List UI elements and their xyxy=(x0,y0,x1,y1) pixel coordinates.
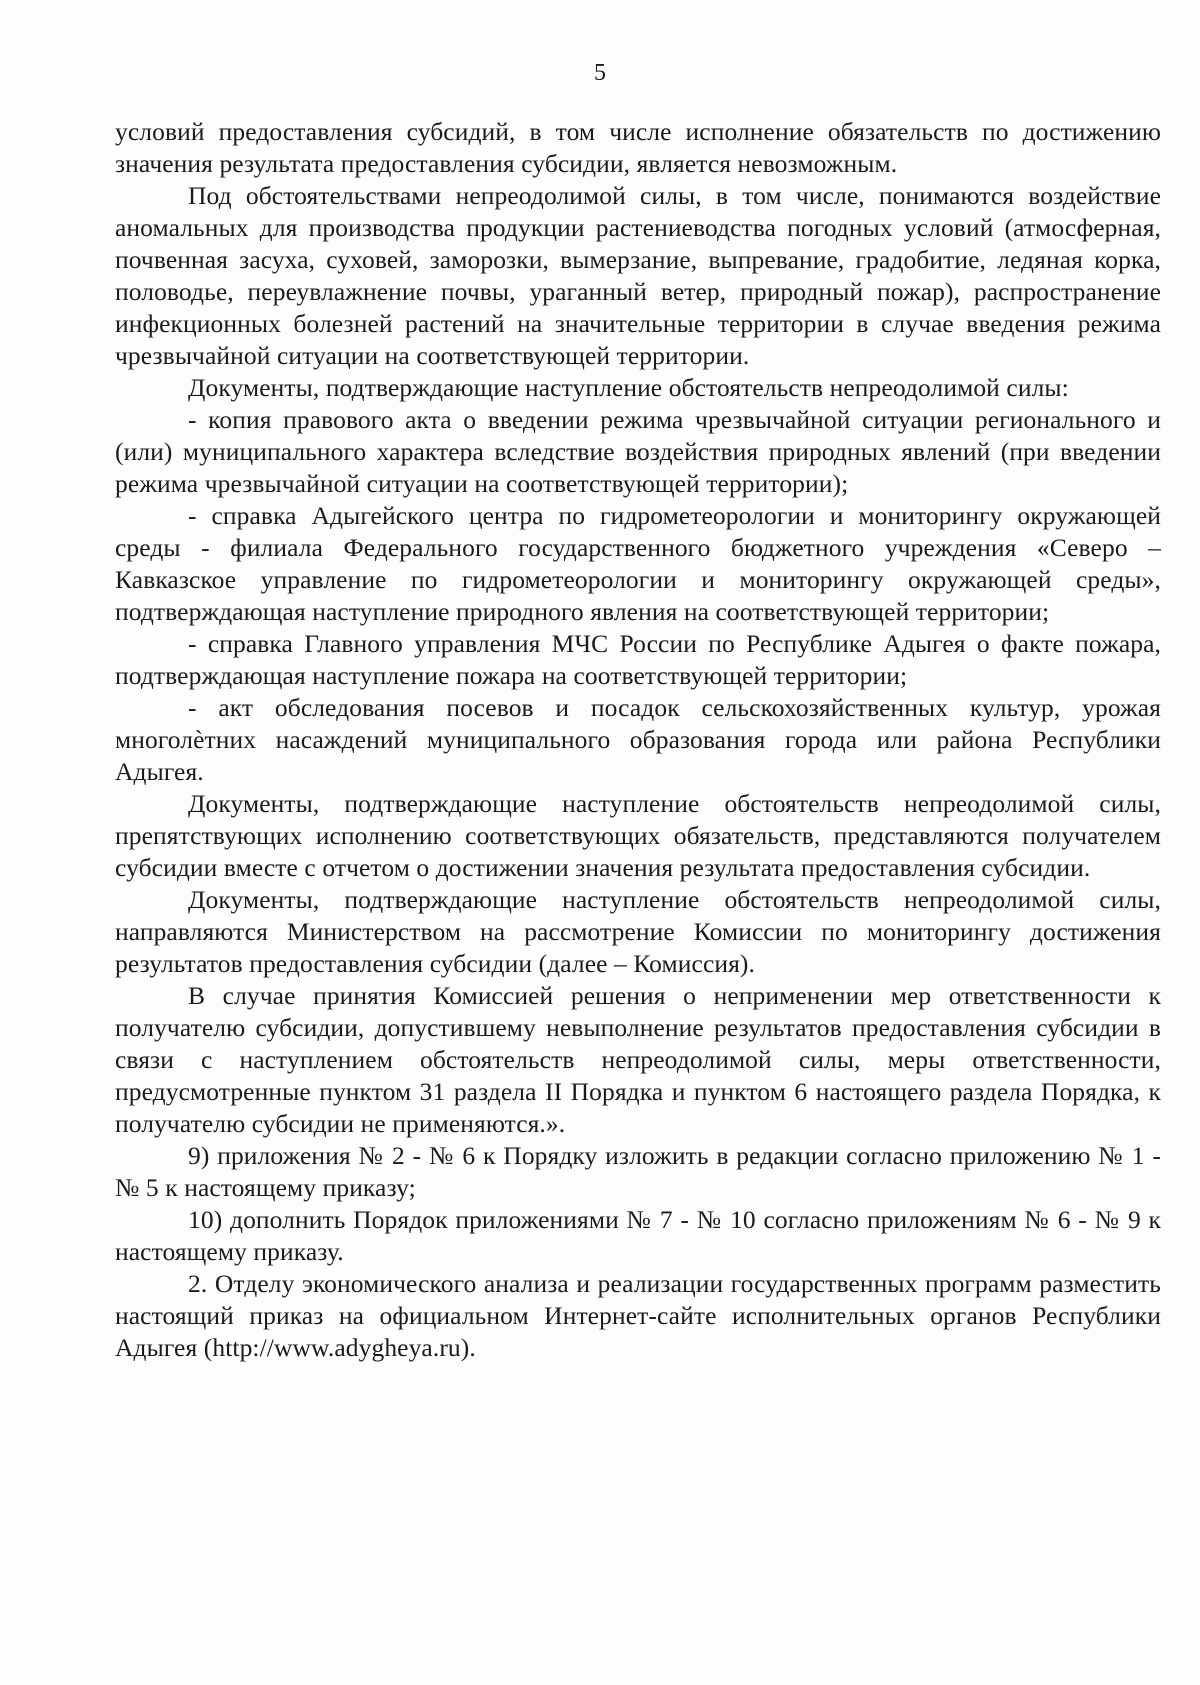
paragraph-item-9: 9) приложения № 2 - № 6 к Порядку изложить в редакции согласно приложению № 1 - № 5 к настоящему приказу; xyxy=(115,1141,1161,1202)
paragraph-continuation: условий предоставления субсидий, в том числе исполнение обязательств по достижению значения результата предоставления субсидии, является невозможным. xyxy=(115,117,1161,178)
paragraph-commission-decision: В случае принятия Комиссией решения о неприменении мер ответственности к получателю субсидии, допустившему невыполнение результатов предоставления субсидии в связи с наступлением обстоятельств непреодолимой силы, меры ответственности, предусмотренные пунктом 31 раздела II Порядка и пунктом 6 настоящего раздела Порядка, к получателю субсидии не применяются.». xyxy=(115,981,1161,1138)
document-body xyxy=(115,116,1161,1364)
list-item-emergency-certificate: - справка Главного управления МЧС России по Республике Адыгея о факте пожара, подтверждающая наступление пожара на соответствующей территории; xyxy=(115,629,1161,690)
paragraph-item-10: 10) дополнить Порядок приложениями № 7 - № 10 согласно приложениям № 6 - № 9 к настоящему приказу. xyxy=(115,1205,1161,1266)
paragraph-force-majeure-definition: Под обстоятельствами непреодолимой силы, в том числе, понимаются воздействие аномальных для производства продукции растениеводства погодных условий (атмосферная, почвенная засуха, суховей, заморозки, вымерзание, выпревание, градобитие, ледяная корка, половодье, переувлажнение почвы, ураганный ветер, природный пожар), распространение инфекционных болезней растений на значительные территории в случае введения режима чрезвычайной ситуации на соответствующей территории. xyxy=(115,181,1161,370)
page-number: 5 xyxy=(594,60,606,86)
list-item-hydromet-certificate: - справка Адыгейского центра по гидрометеорологии и мониторингу окружающей среды - филиала Федерального государственного бюджетного учреждения «Северо – Кавказское управление по гидрометеорологии и мониторингу окружающей среды», подтверждающая наступление природного явления на соответствующей территории; xyxy=(115,501,1161,626)
paragraph-documents-intro: Документы, подтверждающие наступление обстоятельств непреодолимой силы: xyxy=(188,373,1069,402)
list-item-legal-act: - копия правового акта о введении режима чрезвычайной ситуации регионального и (или) муниципального характера вследствие воздействия природных явлений (при введении режима чрезвычайной ситуации на соответствующей территории); xyxy=(115,405,1161,498)
paragraph-item-2: 2. Отделу экономического анализа и реализации государственных программ разместить настоящий приказ на официальном Интернет-сайте исполнительных органов Республики Адыгея (http://www.adygheya.ru). xyxy=(115,1269,1161,1362)
paragraph-documents-commission: Документы, подтверждающие наступление обстоятельств непреодолимой силы, направляются Министерством на рассмотрение Комиссии по мониторингу достижения результатов предоставления субсидии (далее – Комиссия). xyxy=(115,885,1161,978)
list-item-inspection-act: - акт обследования посевов и посадок сельскохозяйственных культур, урожая многолѐтних насаждений муниципального образования города или района Республики Адыгея. xyxy=(115,693,1161,786)
paragraph-documents-submission: Документы, подтверждающие наступление обстоятельств непреодолимой силы, препятствующих исполнению соответствующих обязательств, представляются получателем субсидии вместе с отчетом о достижении значения результата предоставления субсидии. xyxy=(115,789,1161,882)
